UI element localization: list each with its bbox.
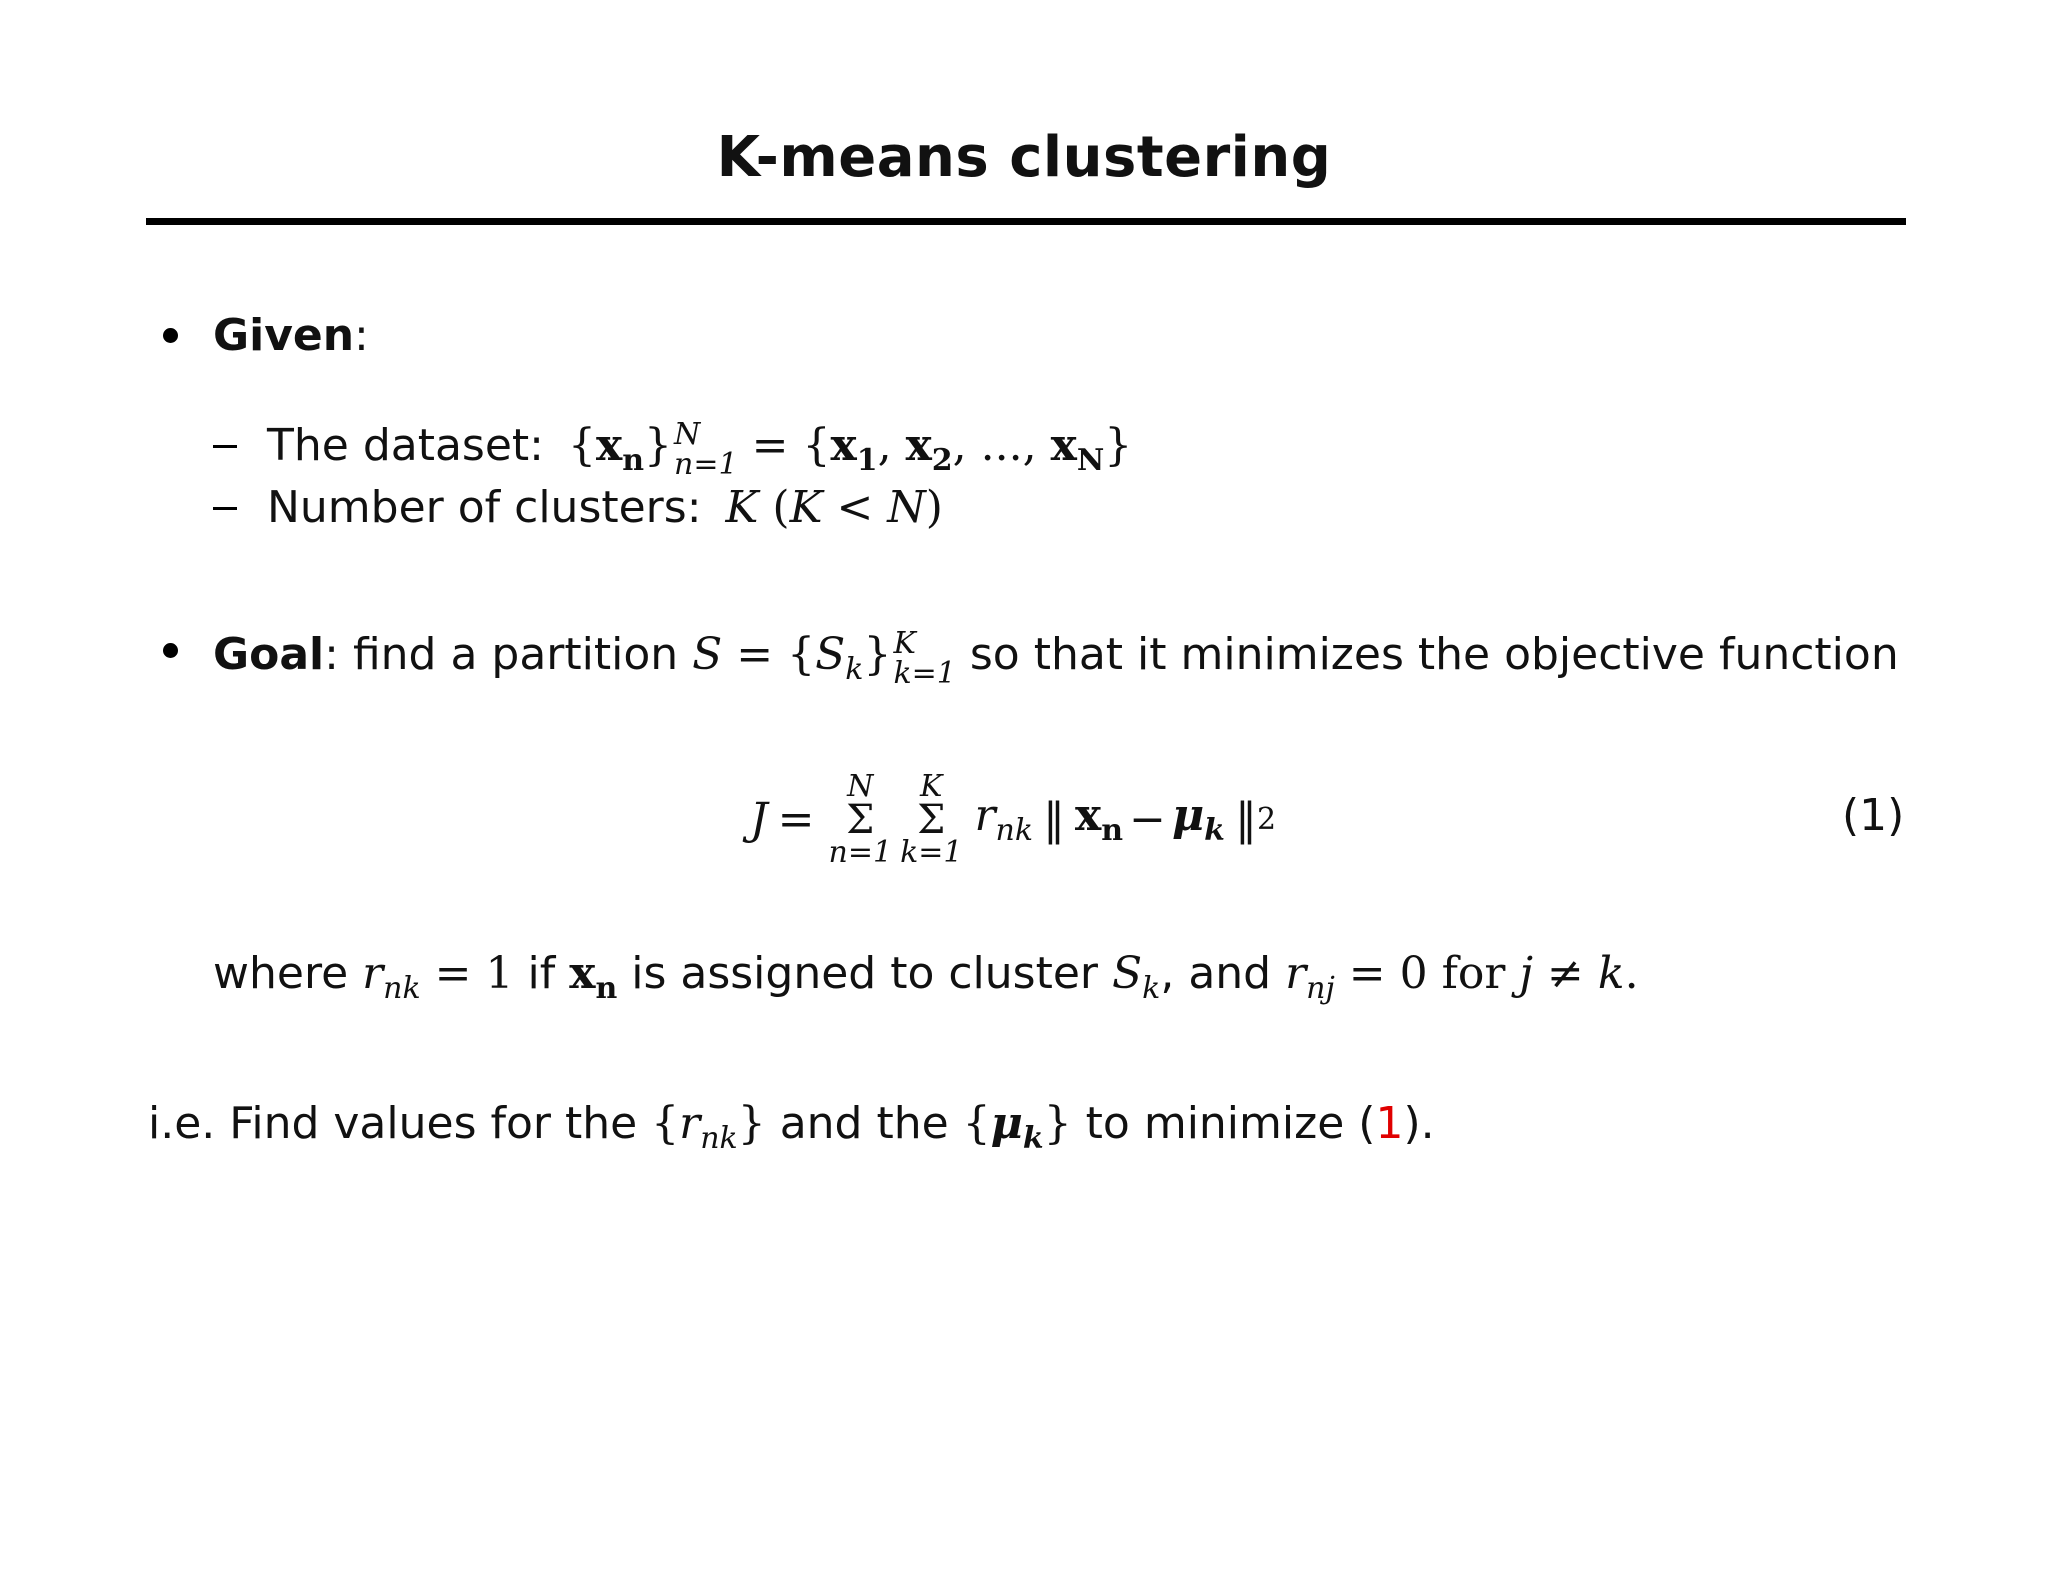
- clusters-math: K (K < N): [725, 482, 943, 533]
- dataset-label: The dataset:: [267, 420, 544, 471]
- dash-icon: [213, 507, 237, 510]
- bullet-dot-given: [163, 328, 178, 343]
- given-label: Given: [213, 310, 355, 361]
- goal-label: Goal: [213, 629, 325, 680]
- partition-math: $S = \{S_k\}$ K k=1: [692, 626, 956, 691]
- equation-ref-link[interactable]: 1: [1375, 1098, 1404, 1149]
- slide-title: K-means clustering: [716, 125, 1332, 190]
- goal-line: Goal: find a partition $S = \{S_k\}$ K k=1 so that it minimizes the objective function: [213, 626, 1899, 691]
- clusters-label: Number of clusters:: [267, 482, 702, 533]
- equation-number: (1): [1842, 790, 1905, 841]
- bullet-dot-goal: [163, 643, 178, 658]
- given-heading: [213, 310, 369, 361]
- title-rule: [146, 218, 1906, 225]
- ie-line: i.e. Find values for the $\{r_{nk}\}$ and the $\{\mu_k\}$ to minimize (1).: [148, 1098, 1435, 1156]
- where-line: where $r_{nk} = 1$ if $x_n$ is assigned to cluster $S_k$, and $r_{nj} = 0$ for j ≠ k.: [213, 948, 1639, 1006]
- dash-icon: [213, 445, 237, 448]
- sum-k: K Σ k=1: [900, 769, 963, 870]
- dataset-line: [213, 417, 1133, 482]
- dataset-math: $\{x_n\}$ N n=1 = {$x_1$, $x_2$, ..., $x_N$}: [568, 417, 1133, 482]
- given-colon: :: [354, 310, 369, 361]
- sum-n: N Σ n=1: [828, 769, 893, 870]
- objective-equation: J = N Σ n=1 K Σ k=1 $r_{nk}$ ‖ $x_n$ − $\mu_k$ ‖ 2: [750, 769, 1277, 870]
- clusters-line: [213, 482, 943, 533]
